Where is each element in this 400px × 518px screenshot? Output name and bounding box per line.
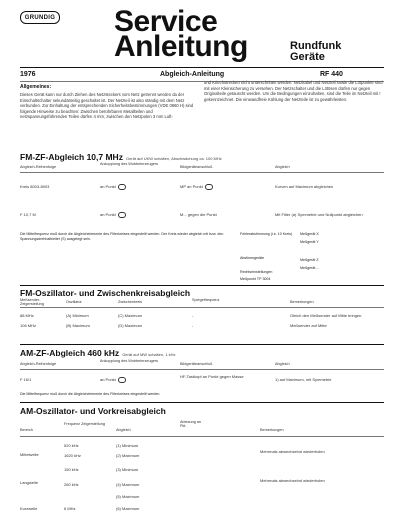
- fm-osc-row2-c1: 106 MHz: [20, 323, 37, 328]
- fm-zf-row2-c3: M... gegen die Punkt: [180, 212, 217, 217]
- am-osc-col-2: Frequenz Zeigerstellung: [64, 422, 105, 426]
- model-number: RF 440: [320, 71, 343, 78]
- am-osc-row2-c5: Mehrmals abwechselnd wiederholen: [260, 449, 325, 454]
- am-osc-row3-c2: 150 kHz: [64, 467, 79, 472]
- fm-osc-col-4: Spiegelfrequenz: [192, 298, 220, 302]
- header-rule: [20, 67, 384, 68]
- fm-zf-col-2: Ankopplung des Wobbelerzeugers: [100, 162, 158, 166]
- am-zf-row1-c4: 1) auf Maximum, mit Symmetrie: [275, 377, 332, 382]
- am-osc-col-3: Abgleich: [116, 428, 131, 432]
- fm-zf-right-value1: Meßgerät X: [300, 232, 319, 236]
- section-rule: [20, 344, 384, 345]
- fm-zf-row1-c1: Kreis 8003-8903: [20, 184, 50, 189]
- fm-zf-right-value2: Meßgerät Y: [300, 240, 319, 244]
- am-zf-title-text: AM-ZF-Abgleich 460 kHz: [20, 348, 120, 358]
- logo-text: GRUNDIG: [24, 14, 56, 21]
- title-service: Service: [114, 5, 218, 38]
- am-osc-row3-c3: (3) Minimum: [116, 467, 139, 472]
- am-osc-row1-c1: Mittelwelle: [20, 452, 39, 457]
- am-osc-col-4: Ablesung an Pkt.: [180, 420, 202, 428]
- am-osc-row1-c2: 520 kHz: [64, 443, 79, 448]
- am-osc-row4-c5: Mehrmals abwechselnd wiederholen: [260, 478, 325, 483]
- fm-osc-row2-c2: (B) Maximum: [66, 323, 90, 328]
- fm-zf-row2-c1: F 10,7 M: [20, 212, 36, 217]
- fm-zf-row2-c2-text: an Punkt: [100, 212, 116, 218]
- fm-osc-row2-c4: -: [192, 323, 194, 328]
- am-zf-col-2: Ankopplung des Wobbelerzeugers: [100, 359, 158, 363]
- fm-osc-row1-c2: (A) Minimum: [66, 313, 89, 318]
- fm-osc-row1-c1: 88 MHz: [20, 313, 34, 318]
- fm-zf-header-line: [20, 172, 384, 173]
- am-zf-row1-c2: [100, 377, 126, 383]
- am-osc-row6-c2: 6 MHz: [64, 506, 76, 511]
- am-osc-row6-c1: Kurzwelle: [20, 506, 38, 511]
- am-osc-row2-c3: (2) Maximum: [116, 453, 140, 458]
- fm-zf-right-row4: Meßpunkt TP 3004: [240, 277, 271, 281]
- am-zf-note2: Die Mittelfrequenz muß durch die Abgleichelemente des Filterkreises eingestellt werden.: [20, 392, 161, 396]
- am-zf-row1-c1: F 16/1: [20, 377, 32, 382]
- am-osc-row2-c2: 1620 kHz: [64, 453, 81, 458]
- fm-zf-row1-c4: Kurven auf Maximum abgleichen: [275, 184, 334, 189]
- am-osc-title: AM-Oszillator- und Vorkreisabgleich: [20, 406, 166, 416]
- fm-zf-right-value3: Meßgerät Z: [300, 258, 319, 262]
- fm-osc-col-1: Meßsender-Zeigerstellung: [20, 298, 44, 306]
- fm-zf-row1-c2-text: an Punkt: [100, 184, 116, 190]
- fm-zf-title: [20, 152, 222, 162]
- am-zf-header-line: [20, 369, 384, 370]
- fm-osc-row1-c4: -: [192, 313, 194, 318]
- general-right-text: und Kriechstrecken nicht unterschritten werden. Netzkabel und Netzteil sowie die Lötpunkte sind mit einer Kleinsicherung zu versehen. Der Netzschalter und die Lötösen dürfen nur gegen Originalteile getauscht werden. Um die Bedingungen einzuhalten, sind die Teile im Netzteil mit ! gekennzeichnet. Die einwandfreie Kühlung der Netzteile ist zu gewährleisten.: [204, 80, 383, 102]
- am-zf-col-1: Abgleich-Reihenfolge: [20, 362, 57, 366]
- am-zf-row1-c3: HF-Tastkopf an Punkt gegen Masse: [180, 374, 244, 379]
- fm-osc-row2-c3: (D) Maximum: [118, 323, 142, 328]
- fm-osc-row1-c3: (C) Maximum: [118, 313, 142, 318]
- fm-zf-title-text: FM-ZF-Abgleich 10,7 MHz: [20, 152, 123, 162]
- general-heading: Allgemeines:: [20, 84, 52, 90]
- title-anleitung: Anleitung: [114, 30, 248, 63]
- coupling-symbol-icon: [118, 184, 126, 190]
- fm-zf-right-row3: Rechtseinstellungen: [240, 270, 273, 274]
- fm-osc-col-2: Oszillator: [66, 300, 82, 304]
- am-osc-header-line: [20, 436, 384, 437]
- fm-zf-row1-c3-text: MP an Punkt: [180, 184, 203, 190]
- fm-zf-row1-c3: [180, 184, 213, 190]
- fm-osc-header-line: [20, 307, 384, 308]
- am-zf-title: [20, 348, 176, 358]
- fm-zf-col-4: Abgleich: [275, 165, 290, 169]
- am-zf-note: Gerät auf MW schalten, 1 kHz: [122, 352, 176, 357]
- section-rule: [20, 285, 384, 286]
- am-zf-col-4: Abgleich: [275, 362, 290, 366]
- am-zf-row1-c2-text: an Punkt: [100, 377, 116, 383]
- fm-zf-note: Gerät auf UKW schalten, Abschwächung ca. 100 MHz: [125, 156, 222, 161]
- doc-title: Abgleich-Anleitung: [160, 71, 225, 78]
- section-rule: [20, 402, 384, 403]
- fm-zf-col-1: Abgleich-Reihenfolge: [20, 165, 57, 169]
- probe-symbol-icon: [205, 184, 213, 190]
- fm-osc-col-5: Bemerkungen: [290, 300, 314, 304]
- fm-zf-right-value4: Meßgerät ...: [300, 266, 320, 270]
- am-osc-col-5: Bemerkungen: [260, 428, 284, 432]
- fm-zf-row2-c4: Mit Filter (a) Symmetrie und Nullpunkt abgleichen: [275, 212, 363, 217]
- fm-osc-col-3: Zwischenkreis: [118, 300, 143, 304]
- fm-zf-row1-c2: [100, 184, 126, 190]
- am-osc-row5-c3: (5) Maximum: [116, 494, 140, 499]
- am-osc-row3-c1: Langwelle: [20, 480, 39, 485]
- am-osc-col-1: Bereich: [20, 428, 33, 432]
- general-left-text: Dieses Gerät kann nur durch Ziehen des Netzsteckers vom Netz getrennt werden da der Einschaltschalter sekundärseitig geschaltet ist. Der Netzteil ist also ständig mit dem Netz verbunden. Zur Einhaltung der entsprechenden Sicherheitsbestimmungen (VDE 0860 H) sind folgende Hinweise zu beachten: Zwischen berührbaren Metallteilen und netzspannungsführenden Teilen dürfen 4 mm, zwischen den Netzpolen 3 mm Luft-: [20, 92, 194, 120]
- fm-zf-right-row1: Fehlerabstimmung (i.e. 10 Kreis): [240, 232, 293, 236]
- coupling-symbol-icon: [118, 212, 126, 218]
- am-osc-row6-c3: (6) Maximum: [116, 506, 140, 511]
- am-osc-row1-c3: (1) Minimum: [116, 443, 139, 448]
- am-osc-row4-c3: (4) Maximum: [116, 482, 140, 487]
- fm-zf-right-row2: Abstimmgeräte: [240, 256, 265, 260]
- fm-osc-row1-c5: Gleich den Meßsender auf Mitte bringen: [290, 313, 362, 318]
- fm-zf-row2-c2: [100, 212, 126, 218]
- am-zf-col-3: Bildgeräteanschluß: [180, 362, 213, 366]
- year: 1976: [20, 71, 36, 78]
- fm-zf-note2: Die Mittelfrequenz muß durch die Abgleichelemente des Filterkreises eingestellt werden. Der Kreis wieder abgleich mit bzw. den Spannungsdrehhalbleiter (S) ausgelegt sein.: [20, 232, 224, 241]
- fm-osc-row2-c5: Meßsender auf Mitte: [290, 323, 327, 328]
- coupling-symbol-icon: [118, 377, 126, 383]
- category-line2: Geräte: [290, 51, 325, 63]
- fm-osc-title: FM-Oszillator- und Zwischenkreisabgleich: [20, 288, 191, 298]
- fm-zf-col-3: Bildgeräteanschluß: [180, 165, 213, 169]
- grundig-logo: [20, 11, 60, 24]
- am-osc-row4-c2: 260 kHz: [64, 482, 79, 487]
- category-line1: Rundfunk: [290, 40, 342, 52]
